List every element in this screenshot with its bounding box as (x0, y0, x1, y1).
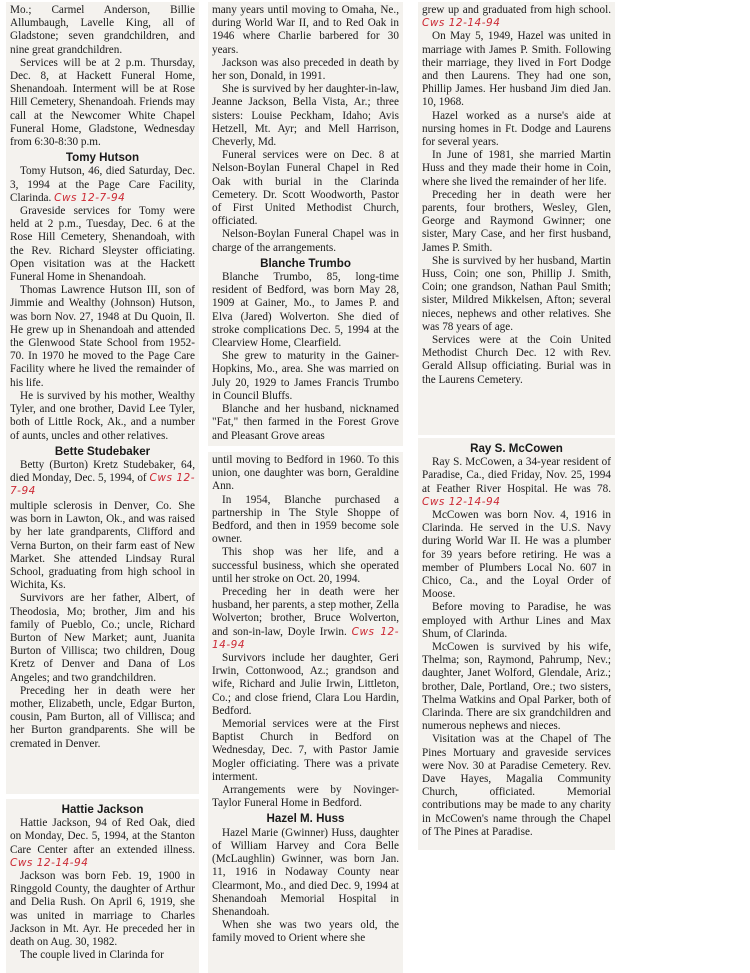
obituary-heading-blanche-trumbo: Blanche Trumbo (260, 256, 351, 270)
handwritten-date-annotation: Cws 12-14-94 (422, 17, 501, 30)
paragraph: Jackson was also preceded in death by her son, Donald, in 1991. (212, 56, 399, 83)
paragraph: Preceding her in death were her parents, four brothers, Wesley, Glen, George and Raymond Gwinner; one sister, Mary Case, and her first husband, James P. Smith. (422, 188, 611, 254)
obituary-heading-bette-studebaker: Bette Studebaker (54, 444, 151, 458)
paragraph: In 1954, Blanche purchased a partnership in The Style Shoppe of Bedford, and then in 1959 become sole owner. (212, 493, 399, 546)
paragraph (212, 586, 399, 652)
clipping-col1-bottom (6, 799, 199, 973)
paragraph: When she was two years old, the family moved to Orient where she (212, 919, 399, 945)
handwritten-date-annotation: Cws 12-14-94 (212, 625, 399, 651)
paragraph: Blanche and her husband, nicknamed "Fat," then farmed in the Forest Grove and Pleasant Grove areas (212, 403, 399, 442)
paragraph: Jackson was born Feb. 19, 1900 in Ringgold County, the daughter of Arthur and Delia Rush. On April 6, 1919, she was united in marriage to Charles Jackson in Mt. Ayr. He preceded her in death on Aug. 30, 1982. (10, 870, 195, 949)
paragraph: Thomas Lawrence Hutson III, son of Jimmie and Wealthy (Johnson) Hutson, was born Nov. 27, 1948 at Du Quoin, Il. He grew up in Shenandoah and attended the Glenwood State School from 1952-70. In 1970 he moved to the Page Care Facility where he lived the remainder of his life. (10, 284, 195, 389)
paragraph: She grew to maturity in the Gainer-Hopkins, Mo., area. She was married on July 20, 1929 to James Francis Trumbo in Council Bluffs. (212, 350, 399, 402)
paragraph: Memorial services were at the First Baptist Church in Bedford on Wednesday, Dec. 7, with Pastor Jamie Mogler officiating. There was a private interment. (212, 718, 399, 783)
clipping-col3-top (418, 2, 615, 435)
paragraph: Visitation was at the Chapel of The Pines Mortuary and graveside services were Nov. 30 at Paradise Cemetery. Rev. Dave Hayes, Magalia Community Church, officiated. Memorial contributions may be made to any charity in McCowen's name through the Chapel of The Pines at Paradise. (422, 733, 611, 838)
paragraph: Hazel worked as a nurse's aide at nursing homes in Ft. Dodge and Laurens for several years. (422, 109, 611, 149)
paragraph-text: grew up and graduated from high school. (422, 4, 611, 16)
paragraph-text: Betty (Burton) Kretz Studebaker, 64, died Monday, Dec. 5, 1994, of (10, 458, 195, 485)
paragraph (422, 456, 611, 509)
handwritten-date-annotation: Cws 12-14-94 (10, 856, 89, 869)
clipping-col1-top (6, 2, 199, 498)
paragraph-text: Preceding her in death were her husband, her parents, a step mother, Zella Wolverton; brother, Bruce Wolverton, and son-in-law, Doyle Irwin. (212, 586, 399, 638)
paragraph: Services will be at 2 p.m. Thursday, Dec. 8, at Hackett Funeral Home, Shenandoah. Interment will be at Rose Hill Cemetery, Shenandoah. Friends may call at the Newcomer White Chapel Funeral Home, Gladstone, Wednesday from 6:30-8:30 p.m. (10, 56, 195, 149)
paragraph: On May 5, 1949, Hazel was united in marriage with James P. Smith. Following their marriage, they lived in Fort Dodge and then Laurens. They had one son, Phillip James. Her husband Jim died Jan. 10, 1968. (422, 30, 611, 109)
paragraph-text: Ray S. McCowen, a 34-year resident of Paradise, Ca., died Friday, Nov. 25, 1994 at Feather River Hospital. He was 78. (422, 456, 611, 495)
handwritten-date-annotation: Cws 12-7-94 (54, 191, 126, 204)
paragraph: Arrangements were by Novinger-Taylor Funeral Home in Bedford. (212, 784, 399, 810)
paragraph-text: Hattie Jackson, 94 of Red Oak, died on Monday, Dec. 5, 1994, at the Stanton Care Center after an extended illness. (10, 817, 195, 856)
paragraph (10, 165, 195, 205)
paragraph: She is survived by her husband, Martin Huss, Coin; one son, Phillip J. Smith, Coin; one grandson, Nathan Paul Smith; sister, Mildred Mikkelsen, Afton; several nieces, nephews and other relatives. She was 78 years of age. (422, 254, 611, 333)
paragraph: multiple sclerosis in Denver, Co. She was born in Lawton, Ok., and was raised by her late grandparents, Clifford and Verna Burton, on their farm east of New Market. She attended Lindsay Rural School, graduating from high school in Wichita, Ks. (10, 500, 195, 592)
paragraph: In June of 1981, she married Martin Huss and they made their home in Coin, where she lived the remainder of her life. (422, 149, 611, 188)
paragraph: Services were at the Coin United Methodist Church Dec. 12 with Rev. Gerald Allsup officiating. Burial was in the Laurens Cemetery. (422, 334, 611, 386)
paragraph: He is survived by his mother, Wealthy Tyler, and one brother, David Lee Tyler, both of Little Rock, Ak., and a number of aunts, uncles and other relatives. (10, 389, 195, 442)
paragraph: McCowen is survived by his wife, Thelma; son, Raymond, Pahrump, Nev.; daughter, Janet Wolford, Glendale, Ariz.; brother, Dale, Portland, Ore.; two sisters, Thelma Watkins and Opal Parker, both of Clarinda. There are six grandchildren and numerous nephews and nieces. (422, 641, 611, 733)
paragraph: Nelson-Boylan Funeral Chapel was in charge of the arrangements. (212, 228, 399, 254)
paragraph: Hazel Marie (Gwinner) Huss, daughter of William Harvey and Cora Belle (McLaughlin) Gwinner, was born Jan. 11, 1916 in Nodaway County near Clearmont, Mo., and died Dec. 9, 1994 at Shenandoah Memorial Hospital in Shenandoah. (212, 826, 399, 918)
clipping-col2-bottom (208, 452, 403, 973)
paragraph: Mo.; Carmel Anderson, Billie Allumbaugh, Lavelle King, all of Gladstone; seven grandchildren, and nine great grandchildren. (10, 4, 195, 56)
paragraph (10, 459, 195, 498)
clipping-col2-top (208, 2, 403, 446)
paragraph: Preceding her in death were her mother, Elizabeth, uncle, Edgar Burton, cousin, Pam Burton, all of Villisca; and her Burton grandparents. She will be cremated in Denver. (10, 684, 195, 750)
paragraph: McCowen was born Nov. 4, 1916 in Clarinda. He served in the U.S. Navy during World War II. He was a plumber for 39 years before retiring. He was a member of Plumbers Local No. 607 in Chico, Ca., and the Loyal Order of Moose. (422, 509, 611, 601)
paragraph: Funeral services were on Dec. 8 at Nelson-Boylan Funeral Chapel in Red Oak with burial in the Clarinda Cemetery. Dr. Scott Woodworth, Pastor of First United Methodist Church, officiated. (212, 149, 399, 228)
paragraph (422, 4, 611, 30)
obituary-heading-tomy-hutson: Tomy Hutson (65, 151, 140, 165)
paragraph: Survivors are her father, Albert, of Theodosia, Mo; brother, Jim and his family of Pueblo, Co.; uncle, Richard Burton of New Market; aunt, Juanita Burton of Villisca; two children, Doug Kretz of Denver and Dana of Los Angeles; and two grandchildren. (10, 592, 195, 684)
handwritten-date-annotation: Cws 12-14-94 (422, 495, 501, 508)
handwritten-date-annotation: Cws 12-7-94 (10, 472, 195, 498)
obituary-heading-hazel-huss: Hazel M. Huss (266, 812, 345, 826)
paragraph: She is survived by her daughter-in-law, Jeanne Jackson, Bella Vista, Ar.; three sisters: Louise Peckham, Idaho; Avis Hetzell, Mt. Ayr; and Mell Harrison, Cheverly, Md. (212, 83, 399, 149)
paragraph-text: Tomy Hutson, 46, died Saturday, Dec. 3, 1994 at the Page Care Facility, Clarinda. (10, 165, 195, 204)
paragraph (10, 817, 195, 870)
clipping-col1-middle (6, 498, 199, 794)
paragraph: This shop was her life, and a successful business, which she operated until her stroke on Oct. 20, 1994. (212, 546, 399, 585)
paragraph: Graveside services for Tomy were held at 2 p.m., Tuesday, Dec. 6 at the Rose Hill Cemetery, Shenandoah, with the Rev. Richard Sleyster officiating. Open visitation was at the Hackett Funeral Home in Shenandoah. (10, 205, 195, 284)
obituary-heading-hattie-jackson: Hattie Jackson (61, 803, 144, 816)
obituary-heading-ray-mccowen: Ray S. McCowen (470, 442, 563, 455)
paragraph: The couple lived in Clarinda for (20, 949, 164, 962)
paragraph: Survivors include her daughter, Geri Irwin, Cottonwood, Az.; grandson and wife, Richard and Julie Irwin, Littleton, Co.; and close friend, Clara Lou Hardin, Bedford. (212, 652, 399, 717)
paragraph: until moving to Bedford in 1960. To this union, one daughter was born, Geraldine Ann. (212, 454, 399, 493)
paragraph: Blanche Trumbo, 85, long-time resident of Bedford, was born May 28, 1909 at Gainer, Mo., to James P. and Elva (Jared) Wolverton. She died of stroke complications Dec. 5, 1994 at the Clearview Home, Clearfield. (212, 271, 399, 350)
paragraph: Before moving to Paradise, he was employed with Arthur Lines and Max Shum, of Clarinda. (422, 601, 611, 640)
paragraph: many years until moving to Omaha, Ne., during World War II, and to Red Oak in 1946 where Charlie barbered for 30 years. (212, 4, 399, 56)
clipping-col3-bottom (418, 438, 615, 850)
